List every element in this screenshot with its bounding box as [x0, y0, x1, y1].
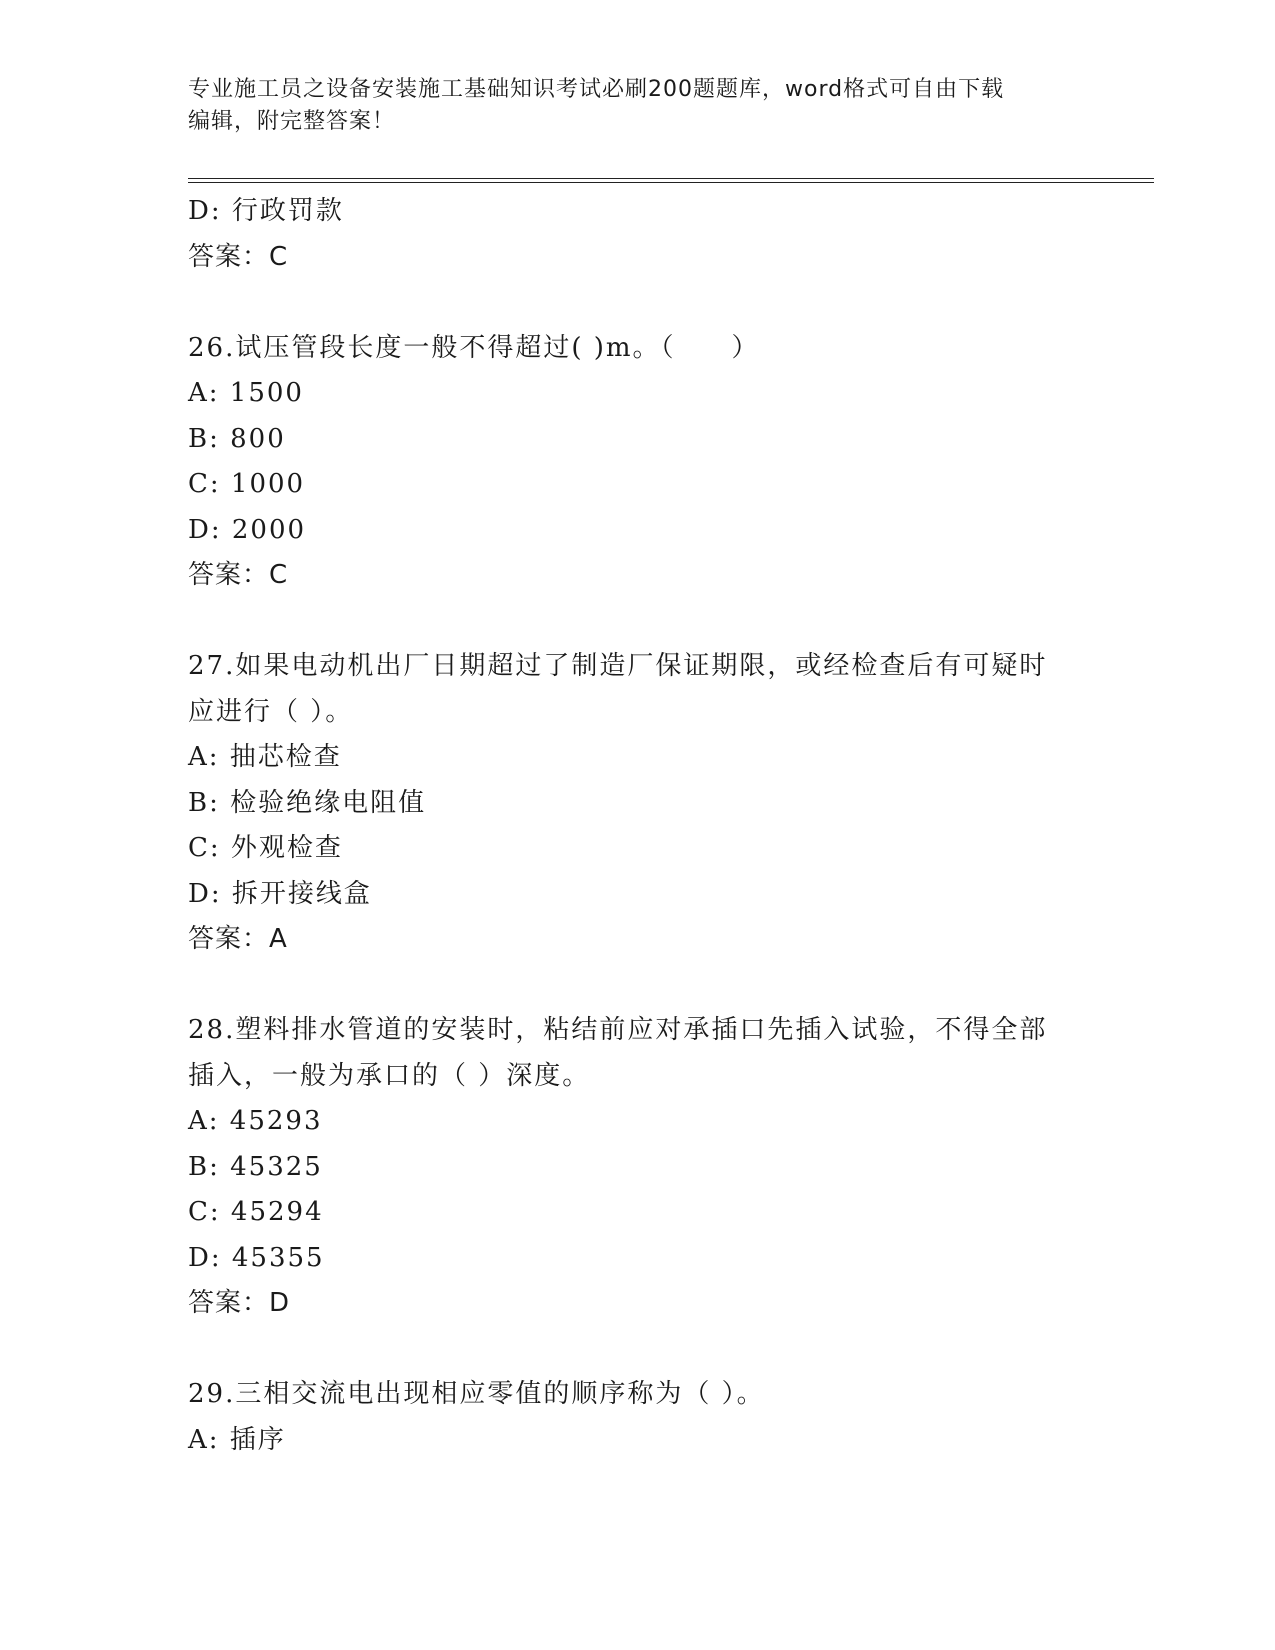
- option-b: B: 检验绝缘电阻值: [188, 787, 427, 818]
- option-d: D: 2000: [188, 514, 307, 545]
- question-stem: 26.试压管段长度一般不得超过( )m。（ ）: [188, 332, 760, 363]
- question-list: [188, 189, 1088, 1463]
- header-title-line-2: 编辑，附完整答案！: [188, 109, 396, 134]
- header-title-line-1: 专业施工员之设备安装施工基础知识考试必刷200题题库，word格式可自由下载: [188, 77, 1005, 102]
- question-stem: 29.三相交流电出现相应零值的顺序称为（ ）。: [188, 1379, 765, 1409]
- option-d: D: 45355: [188, 1242, 325, 1273]
- question-stem: 27.如果电动机出厂日期超过了制造厂保证期限，或经检查后有可疑时: [188, 651, 1048, 681]
- answer: 答案：C: [188, 560, 289, 590]
- document-header: [188, 74, 1088, 138]
- prev-option-d: D: 行政罚款: [188, 196, 344, 226]
- question-stem: 28.塑料排水管道的安装时，粘结前应对承插口先插入试验，不得全部: [188, 1015, 1048, 1045]
- header-divider: [188, 178, 1154, 183]
- answer: 答案：A: [188, 924, 288, 954]
- option-d: D: 拆开接线盒: [188, 878, 372, 909]
- option-c: C: 45294: [188, 1197, 324, 1227]
- option-b: B: 45325: [188, 1151, 323, 1182]
- option-a: A: 45293: [188, 1106, 323, 1136]
- option-b: B: 800: [188, 423, 286, 454]
- option-a: A: 插序: [188, 1424, 286, 1455]
- option-a: A: 1500: [188, 378, 304, 408]
- answer: 答案：D: [188, 1288, 291, 1318]
- spacer: [188, 1327, 1088, 1373]
- question-stem-continued: 应进行（ ）。: [188, 696, 354, 727]
- option-c: C: 外观检查: [188, 833, 343, 863]
- question-stem-continued: 插入，一般为承口的（ ）深度。: [188, 1060, 591, 1091]
- spacer: [188, 599, 1088, 645]
- option-a: A: 抽芯检查: [188, 742, 342, 772]
- spacer: [188, 280, 1088, 326]
- prev-answer: 答案：C: [188, 241, 289, 272]
- option-c: C: 1000: [188, 469, 306, 499]
- spacer: [188, 963, 1088, 1009]
